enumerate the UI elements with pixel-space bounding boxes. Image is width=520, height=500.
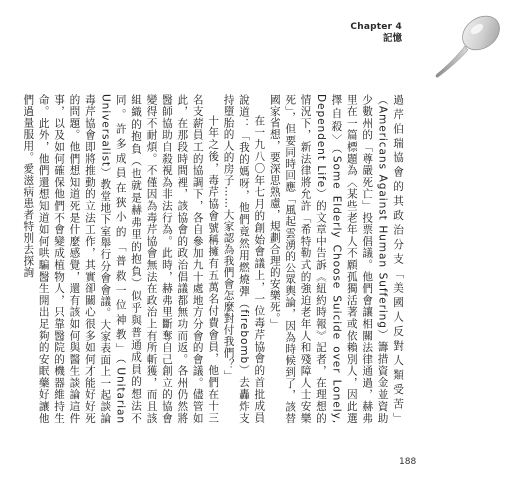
spoon-icon xyxy=(405,6,505,84)
body-text xyxy=(22,94,405,424)
chapter-header xyxy=(350,23,402,44)
chapter-number: Chapter 4 xyxy=(350,22,402,32)
chapter-title: 記憶 xyxy=(382,32,402,44)
paragraph: 過芹伯瑞協會的其政治分支「美國人反對人類受苦」（Americans Against Human Suffering）籌措資金並資助少數州的「尊嚴死亡」投票倡議。他們會讓相關法律通過，赫弗里在一篇標題為〈某些老年人不願孤獨活著或依賴別人，因此選擇自殺〉（Some Elderly Choose Suicide over Lonely, Dependent Life）的文章中告訴《紐約時報》記者，在理想的情況下，新法律將允許「希特勒式的強迫老年人和殘障人士安樂死」，但要同時回應「風起雲湧的公眾輿論，因為時候到了，該替國家省想，要深思熟慮，規劃合理的安樂死。」 xyxy=(268,94,404,424)
page-number: 188 xyxy=(399,457,417,467)
paragraph: 在一九八〇年七月的創始會議上，一位毒芹協會的首批成員說道：「我的媽呀，他們竟然用燃燒彈（firebomb）去轟炸支持墮胎的人的房子……大家認為我們會怎麼對付我們？」 xyxy=(222,94,266,424)
paragraph: 十年之後，毒芹協會號稱擁有五萬名付費會員，他們在十三名支薪員工的協調下，各自參加九十處地方分會的會議。儘管如此，在那段時間裡，該協會的政治倡議都無功而返。各州仍然將醫師協助自殺視為非法行為。此時，赫弗里斷奪自己創立的協會變得不耐煩。不僅因為毒芹協會無法在政治上有所斬獲，而且該組織的抱負（也就是赫弗里的抱負）似乎與普通成員的想法不同。許多成員在狹小的「普救一位神教」（Unitarian Universalist）教堂地下室舉行分會會議。大家表面上一起談論毒芹協會即將推動的立法工作，其實卻關心很多如何才能好好死的問題。他們想知道死是什麼感覺，還有該如何與醫生談論這件事，以及如何確保他們不會變成植物人，只靠醫院的機器維持生命。此外，他們還想知道如何哄騙醫生開出足夠的安眠藥好讓他們過量服用。愛滋病患者特別去探詢 xyxy=(22,94,220,424)
